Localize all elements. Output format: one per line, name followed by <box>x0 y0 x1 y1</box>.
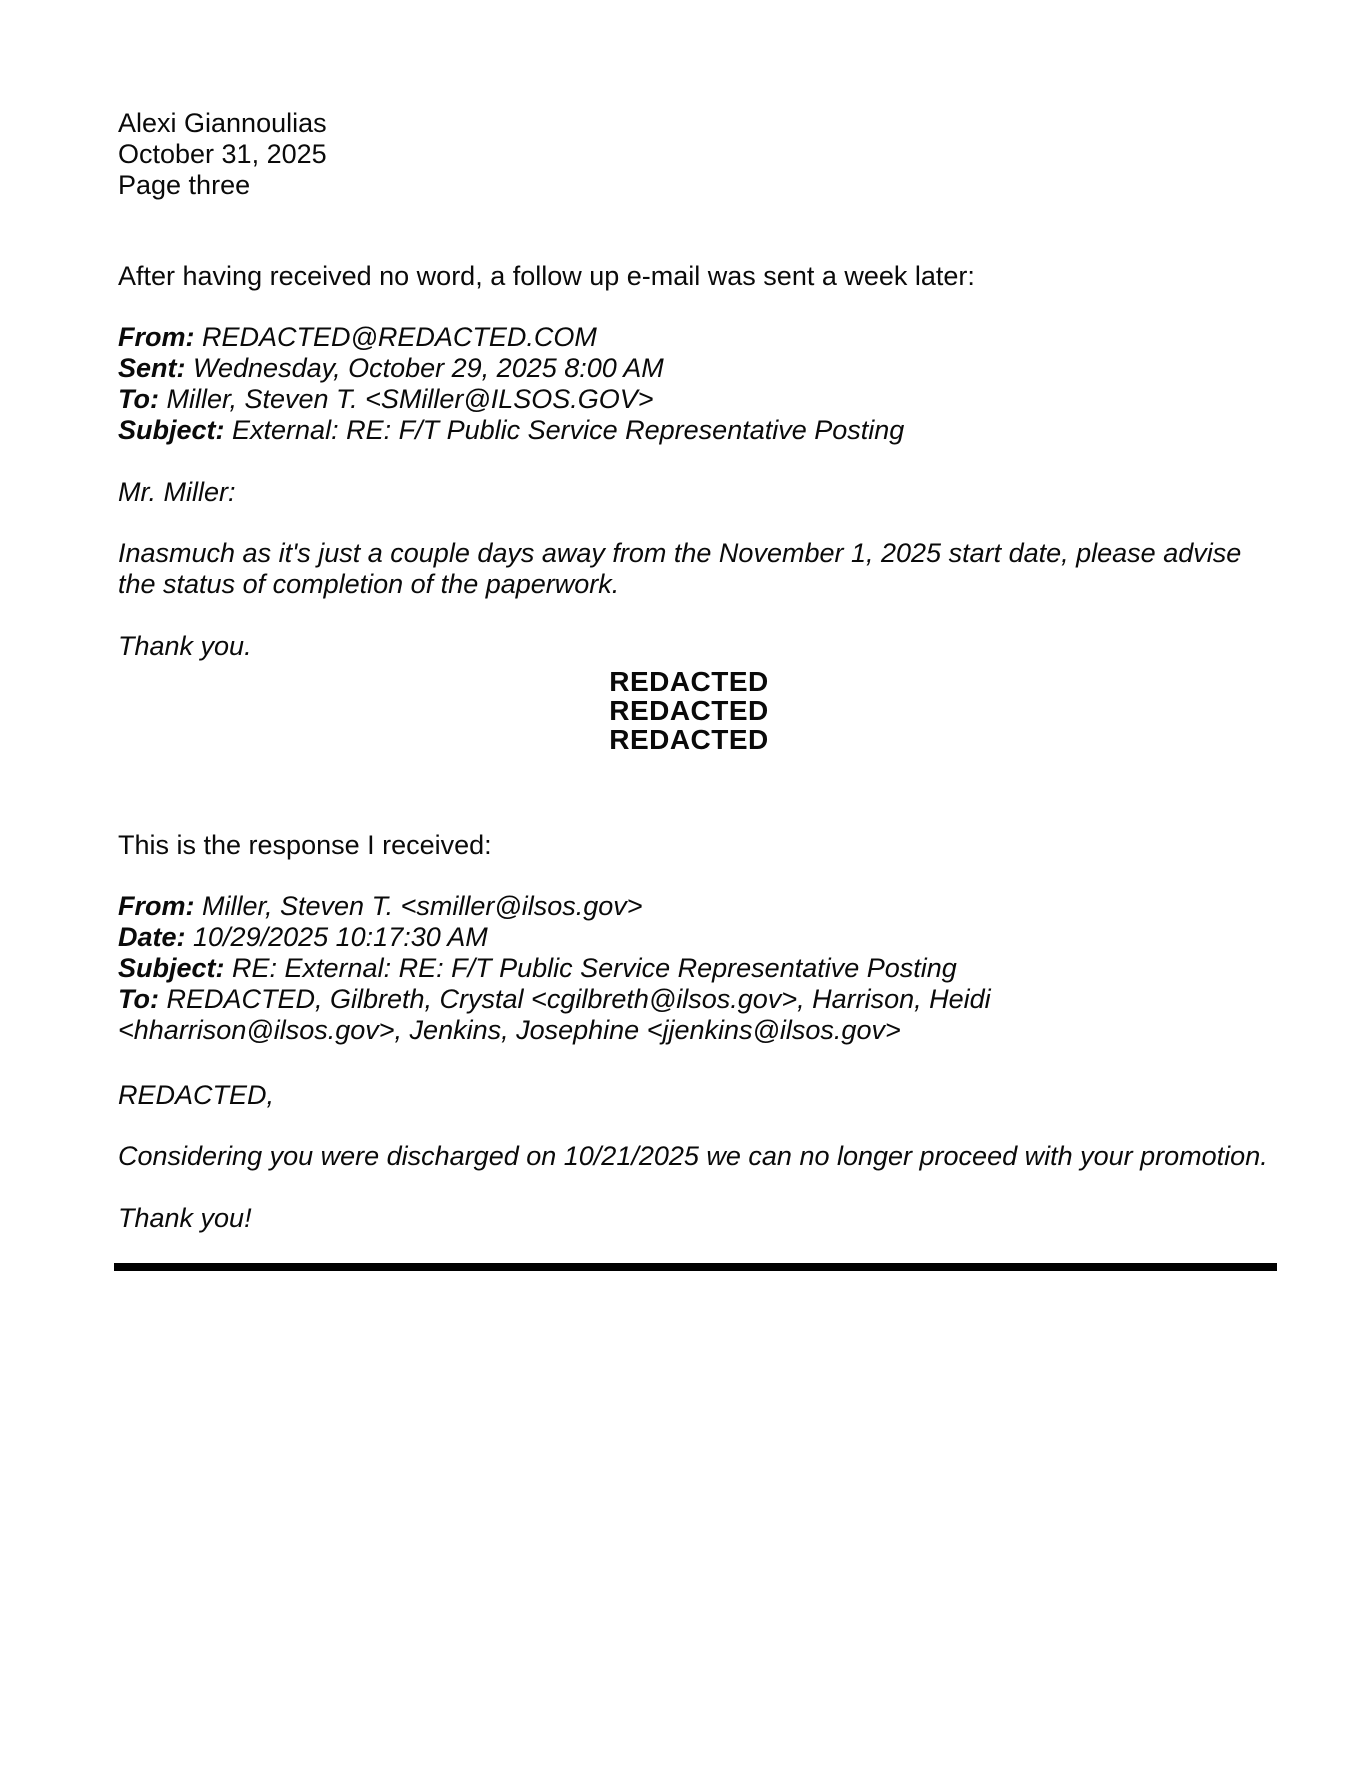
email1-subject-row <box>118 415 904 446</box>
email1-salutation: Mr. Miller: <box>118 477 236 507</box>
letter-date: October 31, 2025 <box>118 139 327 169</box>
redacted-line: REDACTED <box>609 695 769 726</box>
email1-from-row <box>118 322 904 353</box>
email1-from-label: From: <box>118 322 202 352</box>
email2-body: Considering you were discharged on 10/21/2025 we can no longer proceed with your promotion. <box>118 1141 1268 1171</box>
response-intro-text: This is the response I received: <box>118 830 492 860</box>
email1-to-label: To: <box>118 384 167 414</box>
email1-subject-label: Subject: <box>118 415 233 445</box>
email1-header <box>118 322 904 446</box>
email2-to-continuation: <hharrison@ilsos.gov>, Jenkins, Josephine <jjenkins@ilsos.gov> <box>118 1015 901 1045</box>
recipient-name: Alexi Giannoulias <box>118 108 327 138</box>
email2-from-row <box>118 891 991 922</box>
email2-date-value: 10/29/2025 10:17:30 AM <box>193 922 488 952</box>
email1-body-line2: the status of completion of the paperwork. <box>118 569 620 599</box>
email1-sent-label: Sent: <box>118 353 194 383</box>
intro-text: After having received no word, a follow up e-mail was sent a week later: <box>118 261 975 291</box>
email2-date-row <box>118 922 991 953</box>
email2-to-label: To: <box>118 984 167 1014</box>
email1-body-line1: Inasmuch as it's just a couple days away from the November 1, 2025 start date, please advise <box>118 538 1242 568</box>
email2-to-value: REDACTED, Gilbreth, Crystal <cgilbreth@ilsos.gov>, Harrison, Heidi <box>166 984 991 1014</box>
email2-header <box>118 891 991 1046</box>
redacted-signature-block <box>118 667 1260 754</box>
email1-to-value: Miller, Steven T. <SMiller@ILSOS.GOV> <box>166 384 654 414</box>
email2-subject-label: Subject: <box>118 953 233 983</box>
email1-sent-row <box>118 353 904 384</box>
email1-body <box>118 538 1268 600</box>
signature-divider-rule <box>114 1263 1277 1271</box>
email1-from-value: REDACTED@REDACTED.COM <box>202 322 597 352</box>
email2-from-label: From: <box>118 891 202 921</box>
letter-header <box>118 108 327 201</box>
email2-from-value: Miller, Steven T. <smiller@ilsos.gov> <box>202 891 643 921</box>
email1-closing: Thank you. <box>118 631 252 661</box>
email2-to-row <box>118 984 991 1015</box>
email2-subject-row <box>118 953 991 984</box>
email2-closing: Thank you! <box>118 1203 252 1233</box>
email1-to-row <box>118 384 904 415</box>
email1-sent-value: Wednesday, October 29, 2025 8:00 AM <box>193 353 664 383</box>
email2-salutation: REDACTED, <box>118 1080 275 1110</box>
email2-date-label: Date: <box>118 922 194 952</box>
email2-subject-value: RE: External: RE: F/T Public Service Representative Posting <box>232 953 957 983</box>
redacted-line: REDACTED <box>609 666 769 697</box>
redacted-line: REDACTED <box>609 724 769 755</box>
page-number-label: Page three <box>118 170 251 200</box>
email1-subject-value: External: RE: F/T Public Service Representative Posting <box>232 415 905 445</box>
